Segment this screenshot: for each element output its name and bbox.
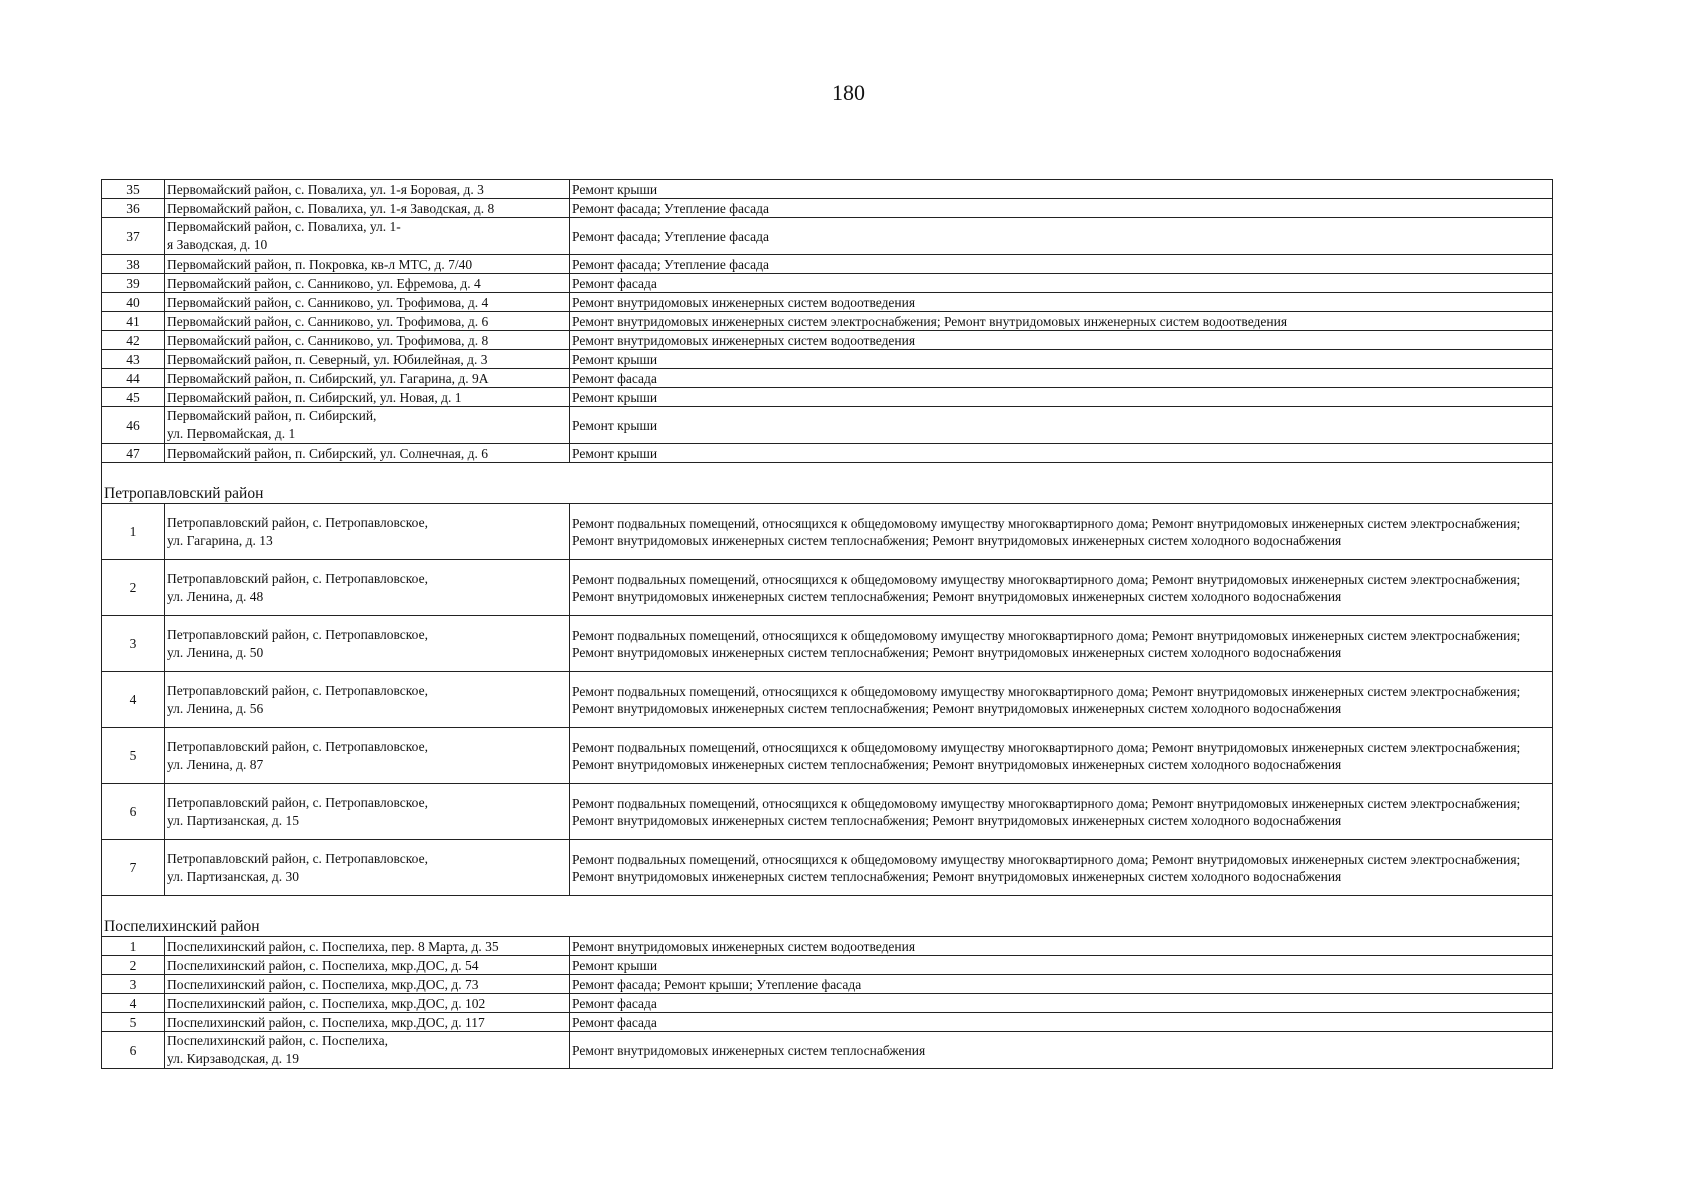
row-number: 4 [102, 994, 165, 1013]
row-work-type: Ремонт внутридомовых инженерных систем теплоснабжения [570, 1032, 1553, 1069]
table-row [102, 504, 1553, 560]
row-number: 36 [102, 199, 165, 218]
table-row [102, 444, 1553, 463]
row-number: 2 [102, 956, 165, 975]
row-work-type: Ремонт подвальных помещений, относящихся к общедомовому имуществу многоквартирного дома; Ремонт внутридомовых инженерных систем электроснабжения; Ремонт внутридомовых инженерных систем теплоснабжения; Ремонт внутридомовых инженерных систем холодного водоснабжения [570, 672, 1553, 728]
row-number: 3 [102, 975, 165, 994]
row-number: 6 [102, 1032, 165, 1069]
row-address: Первомайский район, п. Сибирский, ул. Гагарина, д. 9А [165, 369, 570, 388]
row-number: 3 [102, 616, 165, 672]
row-address: Первомайский район, с. Повалиха, ул. 1- я Заводская, д. 10 [165, 218, 570, 255]
table-row [102, 672, 1553, 728]
row-address: Поспелихинский район, с. Поспелиха, мкр.ДОС, д. 73 [165, 975, 570, 994]
row-work-type: Ремонт подвальных помещений, относящихся к общедомовому имуществу многоквартирного дома; Ремонт внутридомовых инженерных систем электроснабжения; Ремонт внутридомовых инженерных систем теплоснабжения; Ремонт внутридомовых инженерных систем холодного водоснабжения [570, 840, 1553, 896]
row-number: 2 [102, 560, 165, 616]
row-address: Первомайский район, с. Санниково, ул. Трофимова, д. 4 [165, 293, 570, 312]
row-number: 5 [102, 1013, 165, 1032]
row-number: 4 [102, 672, 165, 728]
row-address: Первомайский район, п. Сибирский, ул. Солнечная, д. 6 [165, 444, 570, 463]
row-address: Первомайский район, п. Сибирский, ул. Новая, д. 1 [165, 388, 570, 407]
section-header-row [102, 463, 1553, 504]
table-row [102, 1032, 1553, 1069]
row-work-type: Ремонт крыши [570, 350, 1553, 369]
table-row [102, 293, 1553, 312]
table-row [102, 180, 1553, 199]
row-address: Поспелихинский район, с. Поспелиха, пер. 8 Марта, д. 35 [165, 937, 570, 956]
table-row [102, 994, 1553, 1013]
row-address: Петропавловский район, с. Петропавловское, ул. Партизанская, д. 15 [165, 784, 570, 840]
row-number: 1 [102, 504, 165, 560]
table-row [102, 255, 1553, 274]
row-work-type: Ремонт фасада [570, 274, 1553, 293]
table-row [102, 274, 1553, 293]
row-work-type: Ремонт подвальных помещений, относящихся к общедомовому имуществу многоквартирного дома; Ремонт внутридомовых инженерных систем электроснабжения; Ремонт внутридомовых инженерных систем теплоснабжения; Ремонт внутридомовых инженерных систем холодного водоснабжения [570, 504, 1553, 560]
row-work-type: Ремонт крыши [570, 407, 1553, 444]
table-row [102, 199, 1553, 218]
row-number: 35 [102, 180, 165, 199]
row-address: Первомайский район, с. Санниково, ул. Трофимова, д. 8 [165, 331, 570, 350]
row-work-type: Ремонт подвальных помещений, относящихся к общедомовому имуществу многоквартирного дома; Ремонт внутридомовых инженерных систем электроснабжения; Ремонт внутридомовых инженерных систем теплоснабжения; Ремонт внутридомовых инженерных систем холодного водоснабжения [570, 784, 1553, 840]
table-row [102, 1013, 1553, 1032]
row-work-type: Ремонт подвальных помещений, относящихся к общедомовому имуществу многоквартирного дома; Ремонт внутридомовых инженерных систем электроснабжения; Ремонт внутридомовых инженерных систем теплоснабжения; Ремонт внутридомовых инженерных систем холодного водоснабжения [570, 728, 1553, 784]
row-address: Первомайский район, с. Санниково, ул. Трофимова, д. 6 [165, 312, 570, 331]
row-address: Поспелихинский район, с. Поспелиха, мкр.ДОС, д. 117 [165, 1013, 570, 1032]
table-row [102, 331, 1553, 350]
row-number: 37 [102, 218, 165, 255]
row-address: Первомайский район, п. Северный, ул. Юбилейная, д. 3 [165, 350, 570, 369]
row-work-type: Ремонт фасада; Утепление фасада [570, 218, 1553, 255]
row-work-type: Ремонт фасада [570, 1013, 1553, 1032]
section-title: Петропавловский район [102, 463, 1553, 504]
table-row [102, 840, 1553, 896]
row-address: Петропавловский район, с. Петропавловское, ул. Партизанская, д. 30 [165, 840, 570, 896]
row-address: Первомайский район, с. Повалиха, ул. 1-я Заводская, д. 8 [165, 199, 570, 218]
row-address: Петропавловский район, с. Петропавловское, ул. Гагарина, д. 13 [165, 504, 570, 560]
row-number: 6 [102, 784, 165, 840]
table-row [102, 975, 1553, 994]
table-row [102, 956, 1553, 975]
row-work-type: Ремонт внутридомовых инженерных систем водоотведения [570, 937, 1553, 956]
table-row [102, 312, 1553, 331]
row-address: Первомайский район, п. Покровка, кв-л МТС, д. 7/40 [165, 255, 570, 274]
row-address: Первомайский район, с. Повалиха, ул. 1-я Боровая, д. 3 [165, 180, 570, 199]
row-address: Петропавловский район, с. Петропавловское, ул. Ленина, д. 56 [165, 672, 570, 728]
row-number: 7 [102, 840, 165, 896]
row-number: 40 [102, 293, 165, 312]
row-work-type: Ремонт крыши [570, 180, 1553, 199]
section-header-row [102, 896, 1553, 937]
row-address: Первомайский район, с. Санниково, ул. Ефремова, д. 4 [165, 274, 570, 293]
row-address: Поспелихинский район, с. Поспелиха, мкр.ДОС, д. 54 [165, 956, 570, 975]
table-row [102, 728, 1553, 784]
row-work-type: Ремонт крыши [570, 956, 1553, 975]
row-number: 47 [102, 444, 165, 463]
row-work-type: Ремонт внутридомовых инженерных систем электроснабжения; Ремонт внутридомовых инженерных систем водоотведения [570, 312, 1553, 331]
section-title: Поспелихинский район [102, 896, 1553, 937]
table-row [102, 369, 1553, 388]
row-number: 43 [102, 350, 165, 369]
row-number: 41 [102, 312, 165, 331]
row-number: 46 [102, 407, 165, 444]
row-number: 38 [102, 255, 165, 274]
row-number: 42 [102, 331, 165, 350]
table-row [102, 407, 1553, 444]
row-address: Поспелихинский район, с. Поспелиха, мкр.ДОС, д. 102 [165, 994, 570, 1013]
row-work-type: Ремонт фасада [570, 994, 1553, 1013]
row-address: Петропавловский район, с. Петропавловское, ул. Ленина, д. 50 [165, 616, 570, 672]
row-work-type: Ремонт крыши [570, 444, 1553, 463]
row-address: Первомайский район, п. Сибирский, ул. Первомайская, д. 1 [165, 407, 570, 444]
table-row [102, 350, 1553, 369]
row-address: Поспелихинский район, с. Поспелиха, ул. Кирзаводская, д. 19 [165, 1032, 570, 1069]
row-work-type: Ремонт внутридомовых инженерных систем водоотведения [570, 293, 1553, 312]
table-row [102, 560, 1553, 616]
row-work-type: Ремонт подвальных помещений, относящихся к общедомовому имуществу многоквартирного дома; Ремонт внутридомовых инженерных систем электроснабжения; Ремонт внутридомовых инженерных систем теплоснабжения; Ремонт внутридомовых инженерных систем холодного водоснабжения [570, 560, 1553, 616]
table-row [102, 616, 1553, 672]
row-work-type: Ремонт крыши [570, 388, 1553, 407]
row-work-type: Ремонт фасада; Утепление фасада [570, 255, 1553, 274]
row-work-type: Ремонт фасада [570, 369, 1553, 388]
row-number: 44 [102, 369, 165, 388]
row-number: 1 [102, 937, 165, 956]
row-address: Петропавловский район, с. Петропавловское, ул. Ленина, д. 48 [165, 560, 570, 616]
table-row [102, 937, 1553, 956]
row-number: 45 [102, 388, 165, 407]
row-work-type: Ремонт подвальных помещений, относящихся к общедомовому имуществу многоквартирного дома; Ремонт внутридомовых инженерных систем электроснабжения; Ремонт внутридомовых инженерных систем теплоснабжения; Ремонт внутридомовых инженерных систем холодного водоснабжения [570, 616, 1553, 672]
table-body [102, 180, 1553, 1069]
row-work-type: Ремонт фасада; Ремонт крыши; Утепление фасада [570, 975, 1553, 994]
table-row [102, 388, 1553, 407]
row-work-type: Ремонт внутридомовых инженерных систем водоотведения [570, 331, 1553, 350]
table-row [102, 218, 1553, 255]
table-row [102, 784, 1553, 840]
row-number: 5 [102, 728, 165, 784]
page-number: 180 [832, 80, 865, 105]
row-address: Петропавловский район, с. Петропавловское, ул. Ленина, д. 87 [165, 728, 570, 784]
row-work-type: Ремонт фасада; Утепление фасада [570, 199, 1553, 218]
row-number: 39 [102, 274, 165, 293]
repair-plan-table [101, 179, 1553, 1069]
